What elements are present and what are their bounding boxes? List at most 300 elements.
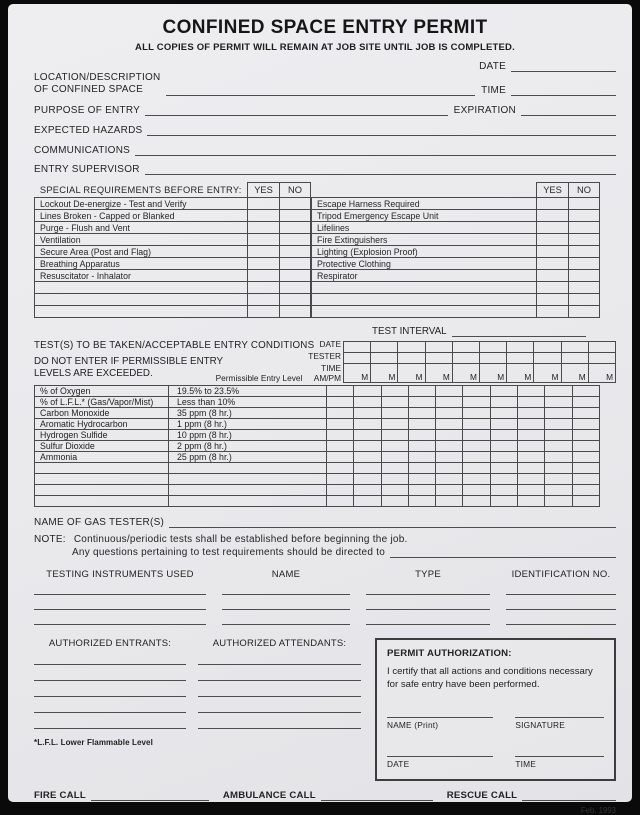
gas-reading-cell[interactable] [490, 496, 517, 507]
yes-cell[interactable] [248, 306, 280, 318]
gas-reading-cell[interactable] [408, 463, 435, 474]
yes-cell[interactable] [248, 234, 280, 246]
instrument-entry-line[interactable] [366, 610, 490, 625]
no-cell[interactable] [280, 234, 311, 246]
gas-reading-cell[interactable] [490, 386, 517, 397]
entrant-name-line[interactable] [34, 665, 186, 681]
gas-reading-cell[interactable] [436, 397, 463, 408]
meridiem-cell[interactable]: M [425, 364, 452, 383]
gas-row [35, 408, 600, 419]
name-print-input-line[interactable] [387, 708, 493, 718]
gas-reading-cell[interactable] [518, 441, 545, 452]
authorized-attendants-label: AUTHORIZED ATTENDANTS: [212, 638, 347, 649]
gas-row [35, 463, 600, 474]
entrant-name-line[interactable] [34, 713, 186, 729]
gas-reading-cell[interactable] [354, 496, 381, 507]
gas-reading-cell[interactable] [381, 419, 408, 430]
no-cell[interactable] [280, 306, 311, 318]
requirement-row [312, 198, 600, 210]
test-grid-cell[interactable] [507, 342, 534, 353]
requirement-row [312, 270, 600, 282]
gas-reading-cell[interactable] [490, 474, 517, 485]
gas-row [35, 452, 600, 463]
gas-reading-cell[interactable] [436, 441, 463, 452]
gas-reading-cell[interactable] [327, 474, 354, 485]
gas-reading-cell[interactable] [572, 386, 599, 397]
gas-name-cell: % of L.F.L.* (Gas/Vapor/Mist) [35, 397, 169, 408]
entrant-name-line[interactable] [34, 681, 186, 697]
yes-cell[interactable] [537, 270, 569, 282]
test-grid-cell[interactable] [371, 353, 398, 364]
gas-reading-cell[interactable] [463, 430, 490, 441]
requirement-label: Escape Harness Required [312, 198, 537, 210]
gas-reading-cell[interactable] [572, 452, 599, 463]
gas-reading-cell[interactable] [490, 397, 517, 408]
requirement-row [312, 258, 600, 270]
yes-cell[interactable] [248, 198, 280, 210]
gas-reading-cell[interactable] [545, 419, 572, 430]
test-interval-grid [343, 341, 616, 383]
signature-input-line[interactable] [515, 708, 604, 718]
gas-reading-cell[interactable] [518, 397, 545, 408]
yes-cell[interactable] [248, 222, 280, 234]
gas-row [35, 397, 600, 408]
no-cell[interactable] [569, 270, 600, 282]
meridiem-cell[interactable]: M [371, 364, 398, 383]
expiration-input-line[interactable] [521, 105, 616, 116]
special-requirements-heading: SPECIAL REQUIREMENTS BEFORE ENTRY: [39, 184, 242, 195]
gas-reading-cell[interactable] [463, 452, 490, 463]
gas-reading-cell[interactable] [408, 452, 435, 463]
yes-cell[interactable] [248, 210, 280, 222]
test-grid-cell[interactable] [561, 353, 588, 364]
no-cell[interactable] [569, 234, 600, 246]
instrument-entry-line[interactable] [222, 580, 350, 595]
requirement-row [35, 258, 311, 270]
gas-reading-cell[interactable] [327, 441, 354, 452]
gas-reading-cell[interactable] [545, 496, 572, 507]
gas-reading-cell[interactable] [463, 474, 490, 485]
name-signature-row [387, 708, 604, 730]
gas-reading-cell[interactable] [463, 496, 490, 507]
gas-reading-cell[interactable] [572, 463, 599, 474]
test-grid-cell[interactable] [479, 342, 506, 353]
authorized-attendants-block [198, 638, 361, 781]
gas-reading-cell[interactable] [408, 430, 435, 441]
gas-reading-cell[interactable] [518, 430, 545, 441]
location-row [34, 72, 616, 96]
note-text1: Continuous/periodic tests shall be established before beginning the job. [73, 534, 408, 545]
gas-reading-cell[interactable] [490, 452, 517, 463]
test-grid-cell[interactable] [507, 353, 534, 364]
meridiem-cell[interactable]: M [561, 364, 588, 383]
yes-cell[interactable] [248, 258, 280, 270]
gas-reading-cell[interactable] [545, 441, 572, 452]
yes-cell[interactable] [248, 246, 280, 258]
requirement-label: Lifelines [312, 222, 537, 234]
auth-time-field [515, 747, 604, 769]
gas-reading-cell[interactable] [463, 485, 490, 496]
permissible-entry-level-header: Permissible Entry Level [215, 373, 303, 383]
test-grid-row [344, 364, 616, 383]
yes-cell[interactable] [537, 258, 569, 270]
tester-row-label: TESTER [308, 351, 341, 361]
gas-reading-cell[interactable] [518, 452, 545, 463]
gas-reading-cell[interactable] [327, 397, 354, 408]
testing-instruments-section [34, 569, 616, 625]
gas-reading-cell[interactable] [354, 397, 381, 408]
test-grid-cell[interactable] [371, 342, 398, 353]
gas-reading-cell[interactable] [408, 408, 435, 419]
instrument-entry-line[interactable] [506, 580, 616, 595]
gas-reading-cell[interactable] [436, 408, 463, 419]
expected-hazards-input-line[interactable] [147, 125, 616, 136]
instrument-column [366, 569, 490, 625]
gas-reading-cell[interactable] [463, 397, 490, 408]
requirement-label [312, 294, 537, 306]
no-cell[interactable] [280, 270, 311, 282]
no-cell[interactable] [280, 282, 311, 294]
no-cell[interactable] [280, 198, 311, 210]
gas-name-cell [35, 463, 169, 474]
test-grid-cell[interactable] [534, 342, 561, 353]
gas-reading-cell[interactable] [354, 452, 381, 463]
gas-reading-cell[interactable] [545, 485, 572, 496]
certification-text: I certify that all actions and conditions necessary for safe entry have been performed. [387, 666, 593, 690]
gas-row [35, 474, 600, 485]
gas-reading-cell[interactable] [436, 496, 463, 507]
test-grid-cell[interactable] [561, 342, 588, 353]
gas-reading-cell[interactable] [436, 474, 463, 485]
requirement-row [312, 210, 600, 222]
instrument-entry-line[interactable] [506, 595, 616, 610]
yes-cell[interactable] [248, 294, 280, 306]
yes-cell[interactable] [537, 282, 569, 294]
no-cell[interactable] [569, 222, 600, 234]
attendant-name-line[interactable] [198, 697, 361, 713]
entry-supervisor-label: ENTRY SUPERVISOR [34, 164, 140, 175]
gas-reading-cell[interactable] [327, 485, 354, 496]
requirement-label: Lockout De-energize - Test and Verify [35, 198, 248, 210]
test-grid-cell[interactable] [588, 353, 615, 364]
no-cell[interactable] [280, 210, 311, 222]
gas-reading-cell[interactable] [327, 452, 354, 463]
test-interval-label: TEST INTERVAL [372, 326, 447, 337]
requirement-row [312, 294, 600, 306]
instrument-column [222, 569, 350, 625]
date-input-line[interactable] [511, 61, 616, 72]
gas-reading-cell[interactable] [518, 463, 545, 474]
authorized-entrants-block [34, 638, 186, 781]
gas-reading-cell[interactable] [436, 386, 463, 397]
meridiem-cell[interactable]: M [398, 364, 425, 383]
instrument-entry-line[interactable] [222, 595, 350, 610]
gas-reading-cell[interactable] [354, 386, 381, 397]
instrument-entry-line[interactable] [34, 610, 206, 625]
time-input-line[interactable] [511, 85, 616, 96]
communications-row [34, 145, 616, 156]
gas-reading-cell[interactable] [490, 441, 517, 452]
gas-reading-cell[interactable] [436, 430, 463, 441]
gas-reading-cell[interactable] [518, 474, 545, 485]
gas-reading-cell[interactable] [572, 485, 599, 496]
gas-reading-cell[interactable] [327, 419, 354, 430]
gas-reading-cell[interactable] [518, 419, 545, 430]
gas-reading-cell[interactable] [572, 474, 599, 485]
gas-reading-cell[interactable] [545, 397, 572, 408]
gas-reading-cell[interactable] [408, 474, 435, 485]
no-cell[interactable] [569, 306, 600, 318]
gas-reading-cell[interactable] [408, 397, 435, 408]
permissible-level-cell: 25 ppm (8 hr.) [169, 452, 327, 463]
ambulance-call-input-line[interactable] [321, 791, 433, 801]
permissible-level-cell: 35 ppm (8 hr.) [169, 408, 327, 419]
instrument-entry-line[interactable] [506, 610, 616, 625]
yes-cell[interactable] [537, 234, 569, 246]
instrument-column [506, 569, 616, 625]
attendant-name-line[interactable] [198, 665, 361, 681]
gas-name-cell [35, 496, 169, 507]
gas-name-cell: Carbon Monoxide [35, 408, 169, 419]
test-grid-row [344, 353, 616, 364]
entrant-name-line[interactable] [34, 649, 186, 665]
permit-authorization-box [375, 638, 616, 781]
purpose-input-line[interactable] [145, 105, 448, 116]
ambulance-call-label: AMBULANCE CALL [222, 790, 316, 801]
gas-reading-cell[interactable] [518, 386, 545, 397]
warning-line1: DO NOT ENTER IF PERMISSIBLE ENTRY [34, 356, 224, 367]
form-subtitle: ALL COPIES OF PERMIT WILL REMAIN AT JOB SITE UNTIL JOB IS COMPLETED. [135, 42, 515, 53]
gas-reading-cell[interactable] [327, 463, 354, 474]
permissible-level-cell [169, 474, 327, 485]
permissible-level-cell: 19.5% to 23.5% [169, 386, 327, 397]
signature-label: SIGNATURE [515, 720, 565, 730]
gas-reading-cell[interactable] [572, 408, 599, 419]
lfl-footnote: *L.F.L. Lower Flammable Level [34, 738, 153, 747]
gas-reading-cell[interactable] [408, 496, 435, 507]
requirement-label [35, 282, 248, 294]
gas-reading-cell[interactable] [436, 419, 463, 430]
gas-reading-cell[interactable] [518, 485, 545, 496]
gas-reading-cell[interactable] [545, 408, 572, 419]
gas-reading-cell[interactable] [381, 463, 408, 474]
gas-reading-cell[interactable] [408, 441, 435, 452]
instrument-entry-line[interactable] [34, 580, 206, 595]
requirement-label: Protective Clothing [312, 258, 537, 270]
location-label: LOCATION/DESCRIPTION OF CONFINED SPACE [34, 72, 161, 95]
no-cell[interactable] [569, 210, 600, 222]
test-grid-cell[interactable] [588, 342, 615, 353]
directed-to-input-line[interactable] [390, 547, 616, 558]
test-grid-block [295, 338, 616, 383]
yes-cell[interactable] [537, 222, 569, 234]
gas-reading-cell[interactable] [354, 430, 381, 441]
rescue-call-input-line[interactable] [522, 791, 616, 801]
gas-reading-cell[interactable] [436, 452, 463, 463]
test-grid-cell[interactable] [479, 353, 506, 364]
gas-name-cell: Hydrogen Sulfide [35, 430, 169, 441]
entrant-name-line[interactable] [34, 697, 186, 713]
meridiem-cell[interactable]: M [479, 364, 506, 383]
test-grid-cell[interactable] [534, 353, 561, 364]
gas-tester-row [34, 517, 616, 528]
auth-date-field [387, 747, 493, 769]
meridiem-cell[interactable]: M [507, 364, 534, 383]
requirement-row [312, 282, 600, 294]
no-cell[interactable] [569, 282, 600, 294]
test-grid-cell[interactable] [452, 353, 479, 364]
location-input-line[interactable] [166, 85, 476, 96]
requirement-label: Resuscitator - Inhalator [35, 270, 248, 282]
requirement-row [35, 294, 311, 306]
instrument-entry-line[interactable] [222, 610, 350, 625]
test-grid-cell[interactable] [452, 342, 479, 353]
no-cell[interactable] [280, 294, 311, 306]
instrument-entry-line[interactable] [34, 595, 206, 610]
test-grid-cell[interactable] [398, 342, 425, 353]
gas-reading-cell[interactable] [572, 441, 599, 452]
note-row2 [34, 547, 616, 558]
gas-reading-cell[interactable] [354, 474, 381, 485]
instrument-entry-line[interactable] [366, 580, 490, 595]
gas-reading-cell[interactable] [327, 386, 354, 397]
gas-reading-cell[interactable] [381, 386, 408, 397]
gas-reading-cell[interactable] [490, 463, 517, 474]
rescue-call-label: RESCUE CALL [446, 790, 518, 801]
test-grid-cell[interactable] [344, 353, 371, 364]
instrument-entry-line[interactable] [366, 595, 490, 610]
gas-reading-cell[interactable] [408, 485, 435, 496]
requirement-row [312, 306, 600, 318]
gas-tester-input-line[interactable] [169, 517, 616, 528]
instrument-column-header: TESTING INSTRUMENTS USED [46, 569, 194, 580]
gas-reading-cell[interactable] [572, 496, 599, 507]
yes-cell[interactable] [248, 282, 280, 294]
test-grid-cell[interactable] [425, 342, 452, 353]
gas-reading-cell[interactable] [572, 430, 599, 441]
test-interval-input-line[interactable] [452, 326, 586, 337]
yes-cell[interactable] [537, 294, 569, 306]
page-title: CONFINED SPACE ENTRY PERMIT [162, 17, 488, 38]
attendant-name-line[interactable] [198, 713, 361, 729]
gas-row [35, 419, 600, 430]
gas-reading-cell[interactable] [327, 496, 354, 507]
yes-cell[interactable] [537, 306, 569, 318]
gas-reading-cell[interactable] [354, 485, 381, 496]
gas-reading-cell[interactable] [354, 419, 381, 430]
gas-reading-cell[interactable] [463, 419, 490, 430]
requirement-label: Tripod Emergency Escape Unit [312, 210, 537, 222]
meridiem-cell[interactable]: M [588, 364, 615, 383]
communications-input-line[interactable] [135, 145, 616, 156]
gas-reading-cell[interactable] [436, 463, 463, 474]
gas-reading-cell[interactable] [572, 397, 599, 408]
gas-reading-cell[interactable] [545, 452, 572, 463]
gas-row [35, 441, 600, 452]
permissible-level-cell: 10 ppm (8 hr.) [169, 430, 327, 441]
gas-reading-cell[interactable] [490, 485, 517, 496]
gas-reading-cell[interactable] [572, 419, 599, 430]
gas-reading-cell[interactable] [463, 441, 490, 452]
gas-reading-cell[interactable] [381, 441, 408, 452]
test-grid-cell[interactable] [398, 353, 425, 364]
gas-reading-cell[interactable] [463, 386, 490, 397]
auth-time-label: TIME [515, 759, 536, 769]
yes-cell[interactable] [537, 210, 569, 222]
gas-reading-cell[interactable] [381, 485, 408, 496]
meridiem-cell[interactable]: M [534, 364, 561, 383]
yes-cell[interactable] [537, 246, 569, 258]
test-grid-cell[interactable] [344, 342, 371, 353]
no-cell[interactable] [569, 246, 600, 258]
gas-reading-cell[interactable] [490, 419, 517, 430]
gas-reading-cell[interactable] [463, 408, 490, 419]
requirement-label [35, 294, 248, 306]
gas-reading-cell[interactable] [327, 408, 354, 419]
gas-reading-cell[interactable] [354, 441, 381, 452]
gas-reading-cell[interactable] [490, 430, 517, 441]
gas-reading-cell[interactable] [545, 463, 572, 474]
gas-reading-cell[interactable] [408, 419, 435, 430]
gas-reading-cell[interactable] [381, 452, 408, 463]
test-grid-cell[interactable] [425, 353, 452, 364]
gas-reading-cell[interactable] [354, 463, 381, 474]
auth-date-input-line[interactable] [387, 747, 493, 757]
no-cell[interactable] [280, 246, 311, 258]
yes-no-header-row [312, 183, 600, 198]
attendant-name-line[interactable] [198, 681, 361, 697]
no-cell[interactable] [569, 258, 600, 270]
no-cell[interactable] [280, 258, 311, 270]
gas-row [35, 496, 600, 507]
gas-reading-cell[interactable] [381, 430, 408, 441]
entry-supervisor-input-line[interactable] [145, 164, 616, 175]
gas-reading-cell[interactable] [381, 397, 408, 408]
meridiem-cell[interactable]: M [344, 364, 371, 383]
gas-reading-cell[interactable] [436, 485, 463, 496]
gas-reading-cell[interactable] [545, 386, 572, 397]
gas-reading-cell[interactable] [381, 496, 408, 507]
attendant-name-line[interactable] [198, 649, 361, 665]
auth-time-input-line[interactable] [515, 747, 604, 757]
gas-reading-cell[interactable] [354, 408, 381, 419]
yes-cell[interactable] [248, 270, 280, 282]
permissible-level-cell: 1 ppm (8 hr.) [169, 419, 327, 430]
gas-reading-cell[interactable] [545, 474, 572, 485]
gas-reading-cell[interactable] [545, 430, 572, 441]
gas-reading-cell[interactable] [463, 463, 490, 474]
gas-reading-cell[interactable] [381, 474, 408, 485]
instrument-column-header: NAME [271, 569, 301, 580]
permissible-level-cell: 2 ppm (8 hr.) [169, 441, 327, 452]
gas-reading-cell[interactable] [327, 430, 354, 441]
gas-reading-cell[interactable] [518, 496, 545, 507]
gas-name-cell: Aromatic Hydrocarbon [35, 419, 169, 430]
no-cell[interactable] [280, 222, 311, 234]
gas-reading-cell[interactable] [381, 408, 408, 419]
note-label: NOTE: [34, 534, 66, 545]
gas-reading-cell[interactable] [408, 386, 435, 397]
requirement-label: Purge - Flush and Vent [35, 222, 248, 234]
no-cell[interactable] [569, 198, 600, 210]
yes-cell[interactable] [537, 198, 569, 210]
gas-reading-cell[interactable] [518, 408, 545, 419]
fire-call-input-line[interactable] [91, 791, 209, 801]
no-cell[interactable] [569, 294, 600, 306]
meridiem-cell[interactable]: M [452, 364, 479, 383]
date-time-row [387, 747, 604, 769]
gas-reading-cell[interactable] [490, 408, 517, 419]
